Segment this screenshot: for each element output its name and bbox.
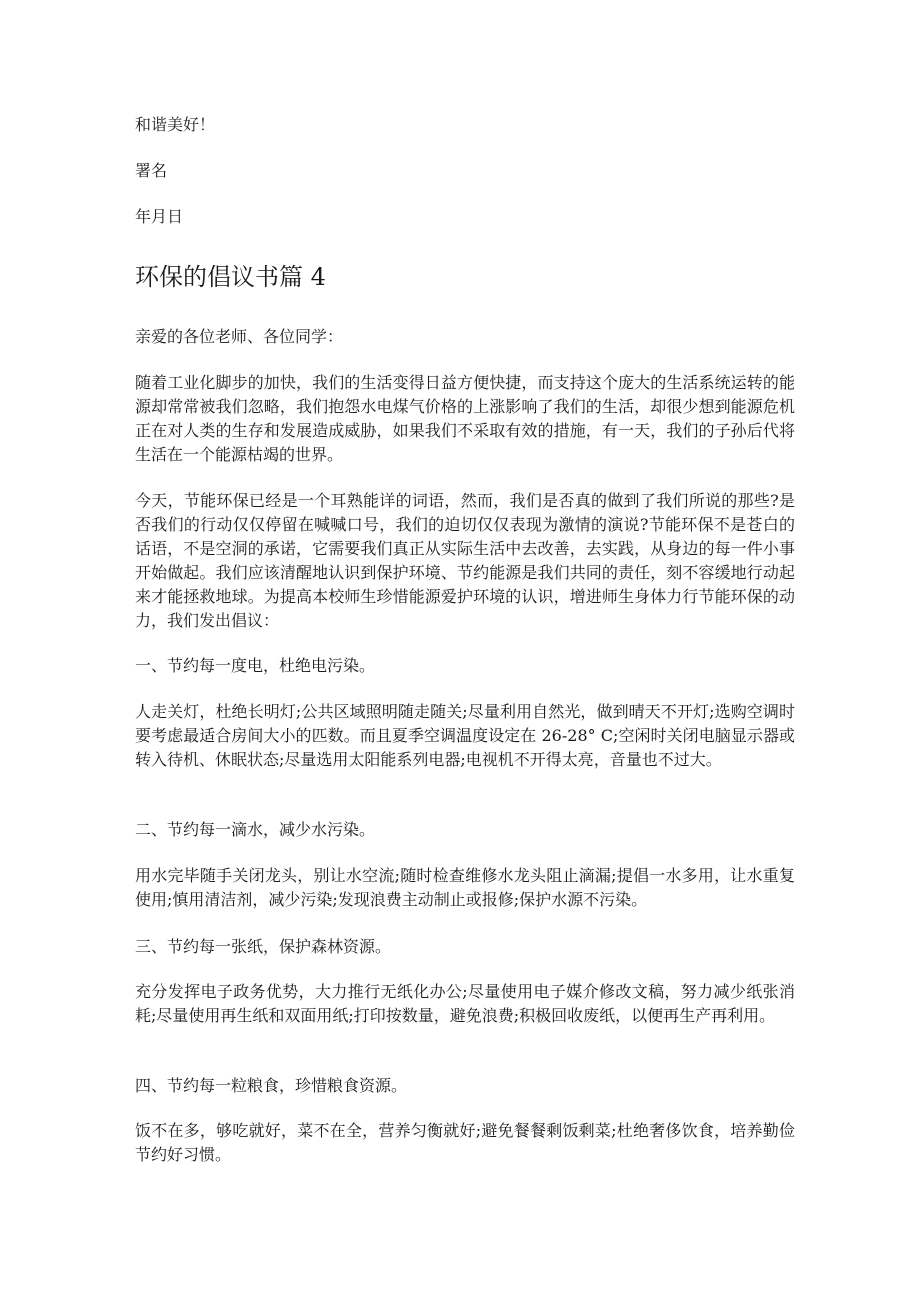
body-paragraph: 随着工业化脚步的加快，我们的生活变得日益方便快捷，而支持这个庞大的生活系统运转的能源却常常被我们忽略，我们抱怨水电煤气价格的上涨影响了我们的生活，却很少想到能源危机正在对人类的生存和发展造成威胁，如果我们不采取有效的措施，有一天，我们的子孙后代将生活在一个能源枯竭的世界。 — [135, 373, 795, 464]
proposal-heading: 三、节约每一张纸，保护森林资源。 — [135, 937, 392, 956]
proposal-heading: 四、节约每一粒粮食，珍惜粮食资源。 — [135, 1076, 408, 1095]
body-paragraph: 饭不在多，够吃就好，菜不在全，营养匀衡就好;避免餐餐剩饭剩菜;杜绝奢侈饮食，培养勤俭节约好习惯。 — [135, 1121, 795, 1164]
body-paragraph: 充分发挥电子政务优势，大力推行无纸化办公;尽量使用电子媒介修改文稿，努力减少纸张消耗;尽量使用再生纸和双面用纸;打印按数量，避免浪费;积极回收废纸，以便再生产再利用。 — [135, 982, 795, 1025]
date-label: 年月日 — [135, 207, 184, 226]
salutation: 亲爱的各位老师、各位同学： — [135, 327, 344, 346]
body-paragraph: 用水完毕随手关闭龙头，别让水空流;随时检查维修水龙头阻止滴漏;提倡一水多用，让水重复使用;慎用清洁剂，减少污染;发现浪费主动制止或报修;保护水源不污染。 — [135, 866, 795, 909]
proposal-heading: 二、节约每一滴水，减少水污染。 — [135, 820, 376, 839]
signature-label: 署名 — [135, 161, 168, 180]
body-paragraph: 今天，节能环保已经是一个耳熟能详的词语，然而，我们是否真的做到了我们所说的那些?是否我们的行动仅仅停留在喊喊口号，我们的迫切仅仅表现为激情的演说?节能环保不是苍白的话语，不是空洞的承诺，它需要我们真正从实际生活中去改善，去实践，从身边的每一件小事开始做起。我们应该清醒地认识到保护环境、节约能源是我们共同的责任，刻不容缓地行动起来才能拯救地球。为提高本校师生珍惜能源爱护环境的认识，增进师生身体力行节能环保的动力，我们发出倡议： — [135, 491, 795, 630]
section-heading: 环保的倡议书篇 4 — [135, 263, 326, 291]
body-paragraph: 人走关灯，杜绝长明灯;公共区域照明随走随关;尽量利用自然光，做到晴天不开灯;选购空调时要考虑最适合房间大小的匹数。而且夏季空调温度设定在 26-28° C;空闲时关闭电脑显示器或转入待机、休眠状态;尽量选用太阳能系列电器;电视机不开得太亮，音量也不过大。 — [135, 702, 795, 769]
closing-greeting: 和谐美好！ — [135, 115, 216, 134]
proposal-heading: 一、节约每一度电，杜绝电污染。 — [135, 656, 376, 675]
